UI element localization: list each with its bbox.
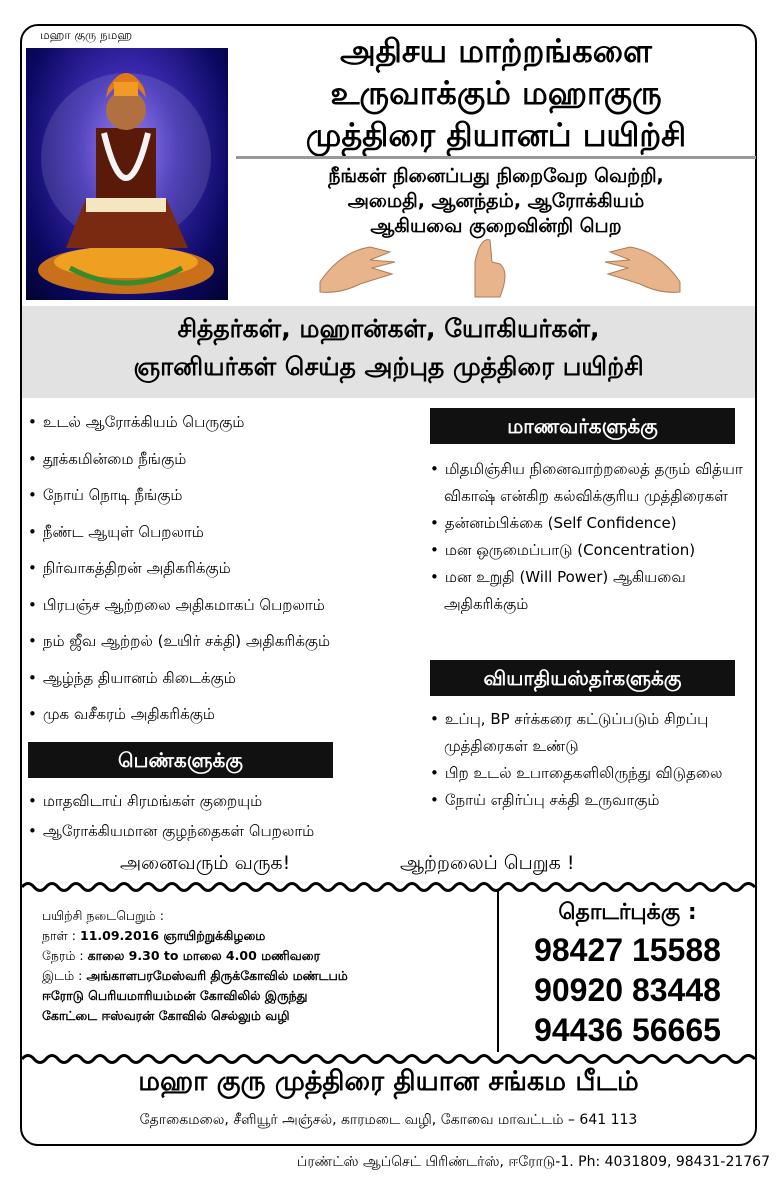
subtitle [236,164,756,239]
place-line: கோட்டை ஈஸ்வரன் கோவில் செல்லும் வழி [42,1008,290,1023]
list-item: • மன உறுதி (Will Power) ஆகியவை அதிகரிக்கும் [430,564,750,618]
list-item: • மாதவிடாய் சிரமங்கள் குறையும் [28,786,428,816]
event-time [42,946,492,966]
women-heading: பெண்களுக்கு [28,742,333,778]
date-label: நாள் : [42,928,77,943]
band-heading [22,310,755,386]
top-label: மஹா குரு நமஹ [40,28,133,42]
phone-number: 98427 15588 [534,932,721,968]
phone-number: 94436 56665 [534,1012,721,1048]
phone-number: 90920 83448 [534,972,721,1008]
list-item: • மிதமிஞ்சிய நினைவாற்றலைத் தரும் வித்யா விகாஷ் என்கிற கல்விக்குரிய முத்திரைகள் [430,456,750,510]
event-date [42,926,492,946]
place-line: ஈரோடு பெரியமாரியம்மன் கோவிலில் இருந்து [42,988,308,1003]
event-place [42,966,492,986]
wave-divider [22,880,755,894]
list-item: • முக வசீகரம் அதிகரிக்கும் [28,696,428,733]
list-item: • ஆரோக்கியமான குழந்தைகள் பெறலாம் [28,816,428,846]
contact-heading: தொடர்புக்கு : [558,900,697,925]
list-item: • பிற உடல் உபாதைகளிலிருந்து விடுதலை [430,760,750,787]
general-benefits-list [28,404,428,733]
time-value: காலை 9.30 to மாலை 4.00 மணிவரை [87,948,321,963]
place-label: இடம் : [42,968,83,983]
list-item: • நிர்வாகத்திறன் அதிகரிக்கும் [28,550,428,587]
organization-address: தோகைமலை, சீளியூர் அஞ்சல், காரமடை வழி, கோவை மாவட்டம் – 641 113 [139,1112,638,1128]
band-line: சித்தர்கள், மஹான்கள், யோகியர்கள், [177,314,600,343]
subtitle-line: அமைதி, ஆனந்தம், ஆரோக்கியம் [347,190,645,212]
printer-credit: ப்ரண்ட்ஸ் ஆப்செட் பிரிண்டர்ஸ், ஈரோடு-1. Ph: 4031809, 98431-21767 [296,1154,770,1170]
welcome-right: ஆற்றலைப் பெறுக ! [400,852,575,874]
students-heading: மாணவர்களுக்கு [430,408,735,444]
wave-divider [22,1052,755,1066]
event-details [42,906,492,1026]
title-line: முத்திரை தியானப் பயிற்சி [305,116,687,154]
women-list [28,786,428,846]
title-line: உருவாக்கும் மஹாகுரு [330,74,662,112]
list-item: • நோய் நொடி நீங்கும் [28,477,428,514]
welcome-left: அனைவரும் வருக! [120,852,291,874]
subtitle-line: நீங்கள் நினைப்பது நிறைவேற வெற்றி, [328,165,664,187]
event-intro: பயிற்சி நடைபெறும் : [42,908,164,923]
list-item: • உடல் ஆரோக்கியம் பெருகும் [28,404,428,441]
students-list [430,456,750,618]
vertical-divider [497,890,499,1052]
time-label: நேரம் : [42,948,84,963]
subtitle-line: ஆகியவை குறைவின்றி பெற [370,215,622,237]
mudra-hands-image [300,232,700,302]
list-item: • தூக்கமின்மை நீங்கும் [28,441,428,478]
place-line: அங்காளபரமேஸ்வரி திருக்கோவில் மண்டபம் [86,968,348,983]
poster-title [236,30,756,156]
patients-heading: வியாதியஸ்தர்களுக்கு [430,660,735,696]
guru-image [26,48,228,300]
divider [236,156,756,159]
list-item: • நீண்ட ஆயுள் பெறலாம் [28,514,428,551]
event-place-line [42,986,492,1006]
list-item: • நம் ஜீவ ஆற்றல் (உயிர் சக்தி) அதிகரிக்கும் [28,623,428,660]
band-line: ஞானியர்கள் செய்த அற்புத முத்திரை பயிற்சி [133,352,644,381]
patients-list [430,706,750,814]
list-item: • உப்பு, BP சர்க்கரை கட்டுப்படும் சிறப்பு முத்திரைகள் உண்டு [430,706,750,760]
event-place-line [42,1006,492,1026]
list-item: • பிரபஞ்ச ஆற்றலை அதிகமாகப் பெறலாம் [28,587,428,624]
list-item: • நோய் எதிர்ப்பு சக்தி உருவாகும் [430,787,750,814]
organization-name: மஹா குரு முத்திரை தியான சங்கம பீடம் [138,1066,639,1097]
title-line: அதிசய மாற்றங்களை [340,32,652,70]
list-item: • தன்னம்பிக்கை (Self Confidence) [430,510,750,537]
date-value: 11.09.2016 ஞாயிற்றுக்கிழமை [80,928,266,943]
list-item: • ஆழ்ந்த தியானம் கிடைக்கும் [28,660,428,697]
list-item: • மன ஒருமைப்பாடு (Concentration) [430,537,750,564]
